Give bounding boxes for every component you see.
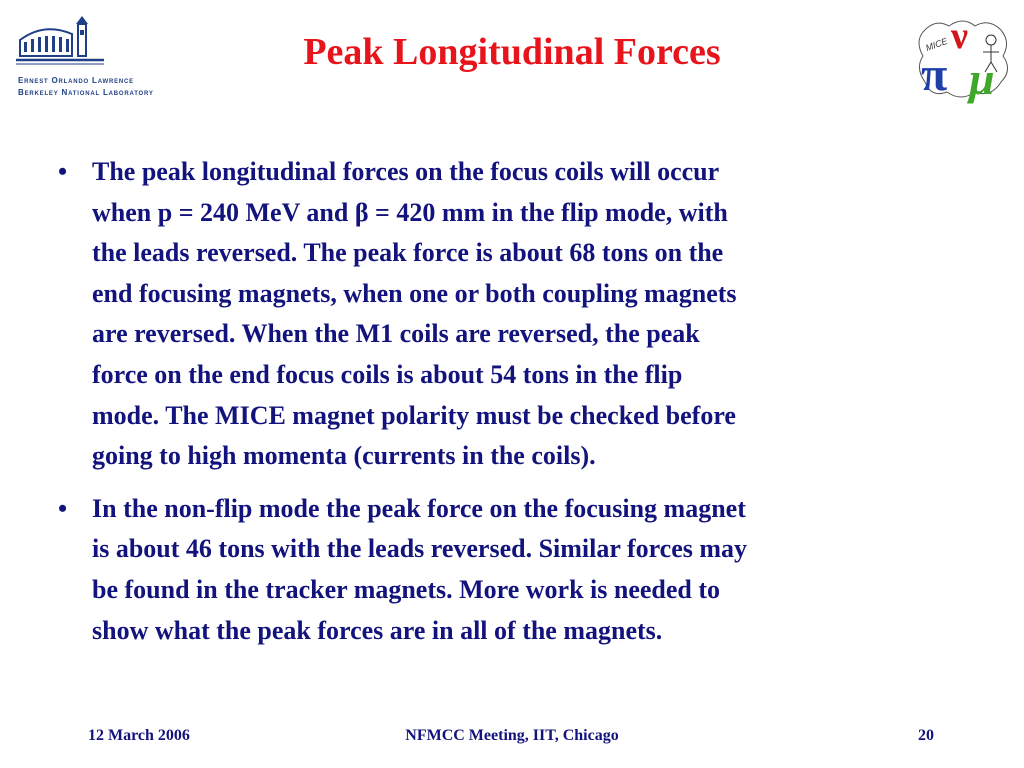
bullet-dot-icon: •	[58, 493, 68, 523]
bullet-2-line-3: be found in the tracker magnets. More work is needed to	[92, 574, 721, 604]
slide-title: Peak Longitudinal Forces	[303, 31, 721, 73]
lab-name-line2: Berkeley National Laboratory	[18, 88, 154, 97]
svg-text:ν: ν	[951, 15, 968, 57]
bullet-1-line-7: mode. The MICE magnet polarity must be checked before	[92, 400, 736, 430]
lab-name-line1: Ernest Orlando Lawrence	[18, 76, 134, 85]
footer-page-number: 20	[918, 727, 934, 744]
bullet-2-line-4: show what the peak forces are in all of the magnets.	[92, 615, 663, 645]
mice-logo	[915, 12, 1015, 104]
bullet-dot-icon: •	[58, 157, 68, 186]
mice-logo-label: MICE	[924, 35, 949, 54]
bullet-1-line-1: The peak longitudinal forces on the focus coils will occur	[92, 157, 720, 186]
svg-text:μ: μ	[969, 53, 995, 104]
bullet-1-line-5: are reversed. When the M1 coils are reversed, the peak	[92, 319, 700, 349]
footer-date: 12 March 2006	[88, 727, 190, 744]
mice-logo-icon	[915, 12, 1015, 104]
bullet-1-line-4: end focusing magnets, when one or both coupling magnets	[92, 278, 737, 308]
bullet-1-line-3: the leads reversed. The peak force is about 68 tons on the	[92, 238, 724, 268]
bullet-2-line-2: is about 46 tons with the leads reversed. Similar forces may	[92, 534, 748, 564]
bullet-1-line-6: force on the end focus coils is about 54 tons in the flip	[92, 359, 683, 389]
svg-text:π: π	[921, 48, 948, 101]
bullet-2-line-1: In the non-flip mode the peak force on the focusing magnet	[92, 493, 746, 523]
bullet-1-line-2: when p = 240 MeV and β = 420 mm in the flip mode, with	[92, 197, 728, 227]
footer-meeting: NFMCC Meeting, IIT, Chicago	[405, 727, 619, 744]
slide-body	[54, 152, 969, 663]
bullet-1-line-8: going to high momenta (currents in the coils).	[92, 441, 596, 471]
lab-name	[18, 75, 154, 99]
bullet-item-2	[54, 489, 969, 651]
bullet-item-1	[54, 152, 969, 477]
